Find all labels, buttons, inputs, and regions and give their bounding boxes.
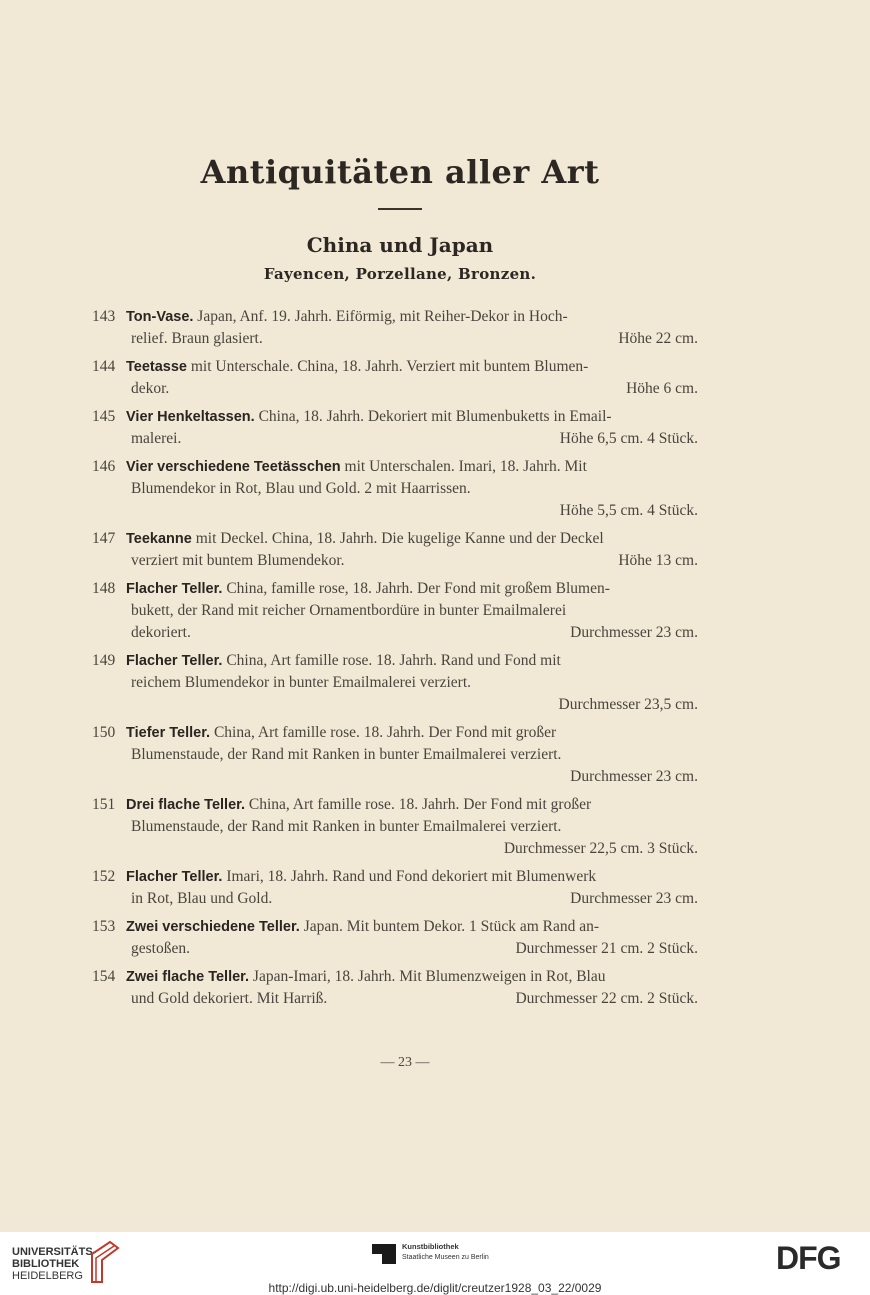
- lot-number: 153: [92, 918, 116, 935]
- item-title: Ton-Vase.: [126, 309, 194, 325]
- item-dimensions: Durchmesser 21 cm. 2 Stück.: [515, 940, 698, 957]
- item-description: mit Unterschalen. Imari, 18. Jahrh. Mit: [340, 458, 587, 475]
- lot-number: 145: [92, 408, 116, 425]
- item-title: Zwei verschiedene Teller.: [126, 919, 300, 935]
- item-description: Imari, 18. Jahrh. Rand und Fond dekoriert mit Blumenwerk: [222, 868, 597, 885]
- catalog-entry: [92, 794, 714, 860]
- lot-number: 154: [92, 968, 116, 985]
- lot-number: 143: [92, 308, 116, 325]
- uni-line-2: BIBLIOTHEK: [12, 1258, 80, 1270]
- catalog-entry: [92, 406, 714, 450]
- item-title: Vier Henkeltassen.: [126, 409, 255, 425]
- item-title: Teekanne: [126, 531, 192, 547]
- item-dimensions: Höhe 13 cm.: [618, 552, 698, 569]
- item-description-cont: gestoßen.: [131, 940, 190, 957]
- item-title: Zwei flache Teller.: [126, 969, 250, 985]
- viewer-footer: [0, 1232, 870, 1295]
- item-dimensions: Höhe 5,5 cm. 4 Stück.: [559, 502, 698, 519]
- lot-number: 152: [92, 868, 116, 885]
- item-dimensions: Höhe 6,5 cm. 4 Stück.: [559, 430, 698, 447]
- item-description-cont: Blumenstaude, der Rand mit Ranken in bunter Emailmalerei verziert.: [131, 818, 562, 835]
- item-description: mit Deckel. China, 18. Jahrh. Die kugelige Kanne und der Deckel: [191, 530, 604, 547]
- entry-body: [126, 866, 714, 910]
- lot-number: 149: [92, 652, 116, 669]
- catalog-entry: [92, 650, 714, 716]
- uni-line-1: UNIVERSITÄTS-: [12, 1246, 97, 1258]
- item-dimensions: Durchmesser 22,5 cm. 3 Stück.: [503, 840, 698, 857]
- subsection-heading: Fayencen, Porzellane, Bronzen.: [263, 265, 537, 283]
- lot-number: 148: [92, 580, 116, 597]
- lot-number: 151: [92, 796, 116, 813]
- item-description-cont: malerei.: [131, 430, 182, 447]
- entry-body: [126, 456, 714, 522]
- entry-body: [126, 306, 714, 350]
- item-dimensions: Höhe 6 cm.: [626, 380, 698, 397]
- item-description: Japan. Mit buntem Dekor. 1 Stück am Rand an-: [299, 918, 600, 935]
- item-title: Flacher Teller.: [126, 581, 223, 597]
- kb-line-2: Staatliche Museen zu Berlin: [402, 1254, 489, 1261]
- catalog-entry: [92, 578, 714, 644]
- item-description: China, Art famille rose. 18. Jahrh. Der Fond mit großer: [245, 796, 592, 813]
- university-library-logo-text[interactable]: [12, 1246, 96, 1282]
- catalog-entry: [92, 306, 714, 350]
- section-heading: China und Japan: [306, 233, 494, 257]
- item-description-cont: Blumenstaude, der Rand mit Ranken in bunter Emailmalerei verziert.: [131, 746, 562, 763]
- item-title: Vier verschiedene Teetässchen: [126, 459, 341, 475]
- page-number: — 23 —: [380, 1055, 430, 1070]
- kb-line-1: Kunstbibliothek: [402, 1242, 459, 1251]
- title-divider: [378, 208, 422, 210]
- item-dimensions: Durchmesser 23 cm.: [570, 890, 698, 907]
- item-description: mit Unterschale. China, 18. Jahrh. Verziert mit buntem Blumen-: [187, 358, 589, 375]
- catalog-entry: [92, 722, 714, 788]
- entry-body: [126, 356, 714, 400]
- item-description-cont: dekor.: [131, 380, 170, 397]
- dfg-logo[interactable]: DFG: [776, 1240, 841, 1276]
- item-title: Flacher Teller.: [126, 653, 223, 669]
- catalog-entry: [92, 916, 714, 960]
- item-description-cont: reichem Blumendekor in bunter Emailmalerei verziert.: [131, 674, 472, 691]
- entry-body: [126, 650, 714, 716]
- entry-body: [126, 794, 714, 860]
- item-dimensions: Durchmesser 23 cm.: [570, 624, 698, 641]
- entry-body: [126, 722, 714, 788]
- item-title: Tiefer Teller.: [126, 725, 211, 741]
- catalog-entry: [92, 456, 714, 522]
- entry-body: [126, 578, 714, 644]
- catalog-entry: [92, 966, 714, 1010]
- item-title: Teetasse: [126, 359, 187, 375]
- item-description-cont: verziert mit buntem Blumendekor.: [131, 552, 345, 569]
- item-dimensions: Höhe 22 cm.: [618, 330, 698, 347]
- item-title: Flacher Teller.: [126, 869, 223, 885]
- item-description-cont2: dekoriert.: [131, 624, 191, 641]
- entry-body: [126, 916, 714, 960]
- entry-body: [126, 528, 714, 572]
- item-dimensions: Durchmesser 23 cm.: [570, 768, 698, 785]
- item-description-cont: in Rot, Blau und Gold.: [131, 890, 273, 907]
- item-description: Japan, Anf. 19. Jahrh. Eiförmig, mit Reiher-Dekor in Hoch-: [193, 308, 568, 325]
- uni-line-3: HEIDELBERG: [12, 1270, 83, 1282]
- page-title: Antiquitäten aller Art: [200, 153, 600, 191]
- lot-number: 144: [92, 358, 116, 375]
- item-dimensions: Durchmesser 23,5 cm.: [558, 696, 698, 713]
- catalog-entry: [92, 356, 714, 400]
- item-description: Japan-Imari, 18. Jahrh. Mit Blumenzweigen in Rot, Blau: [249, 968, 606, 985]
- entry-body: [126, 966, 714, 1010]
- item-description-cont: Blumendekor in Rot, Blau und Gold. 2 mit Haarrissen.: [131, 480, 471, 497]
- item-title: Drei flache Teller.: [126, 797, 246, 813]
- item-description: China, 18. Jahrh. Dekoriert mit Blumenbuketts in Email-: [254, 408, 612, 425]
- source-url[interactable]: http://digi.ub.uni-heidelberg.de/diglit/creutzer1928_03_22/0029: [268, 1281, 602, 1295]
- item-description-cont: relief. Braun glasiert.: [131, 330, 263, 347]
- catalog-entries: [92, 306, 714, 1016]
- lot-number: 150: [92, 724, 116, 741]
- item-dimensions: Durchmesser 22 cm. 2 Stück.: [515, 990, 698, 1007]
- lot-number: 147: [92, 530, 116, 547]
- item-description-cont: und Gold dekoriert. Mit Harriß.: [131, 990, 328, 1007]
- item-description: China, Art famille rose. 18. Jahrh. Der Fond mit großer: [210, 724, 557, 741]
- lot-number: 146: [92, 458, 116, 475]
- catalog-entry: [92, 528, 714, 572]
- university-logo-icon: [88, 1238, 120, 1286]
- kunstbibliothek-label[interactable]: [402, 1242, 489, 1263]
- item-description-cont: bukett, der Rand mit reicher Ornamentbordüre in bunter Emailmalerei: [131, 602, 567, 619]
- catalog-entry: [92, 866, 714, 910]
- item-description: China, Art famille rose. 18. Jahrh. Rand und Fond mit: [222, 652, 561, 669]
- kunstbibliothek-logo-icon: [372, 1242, 396, 1266]
- item-description: China, famille rose, 18. Jahrh. Der Fond mit großem Blumen-: [222, 580, 610, 597]
- entry-body: [126, 406, 714, 450]
